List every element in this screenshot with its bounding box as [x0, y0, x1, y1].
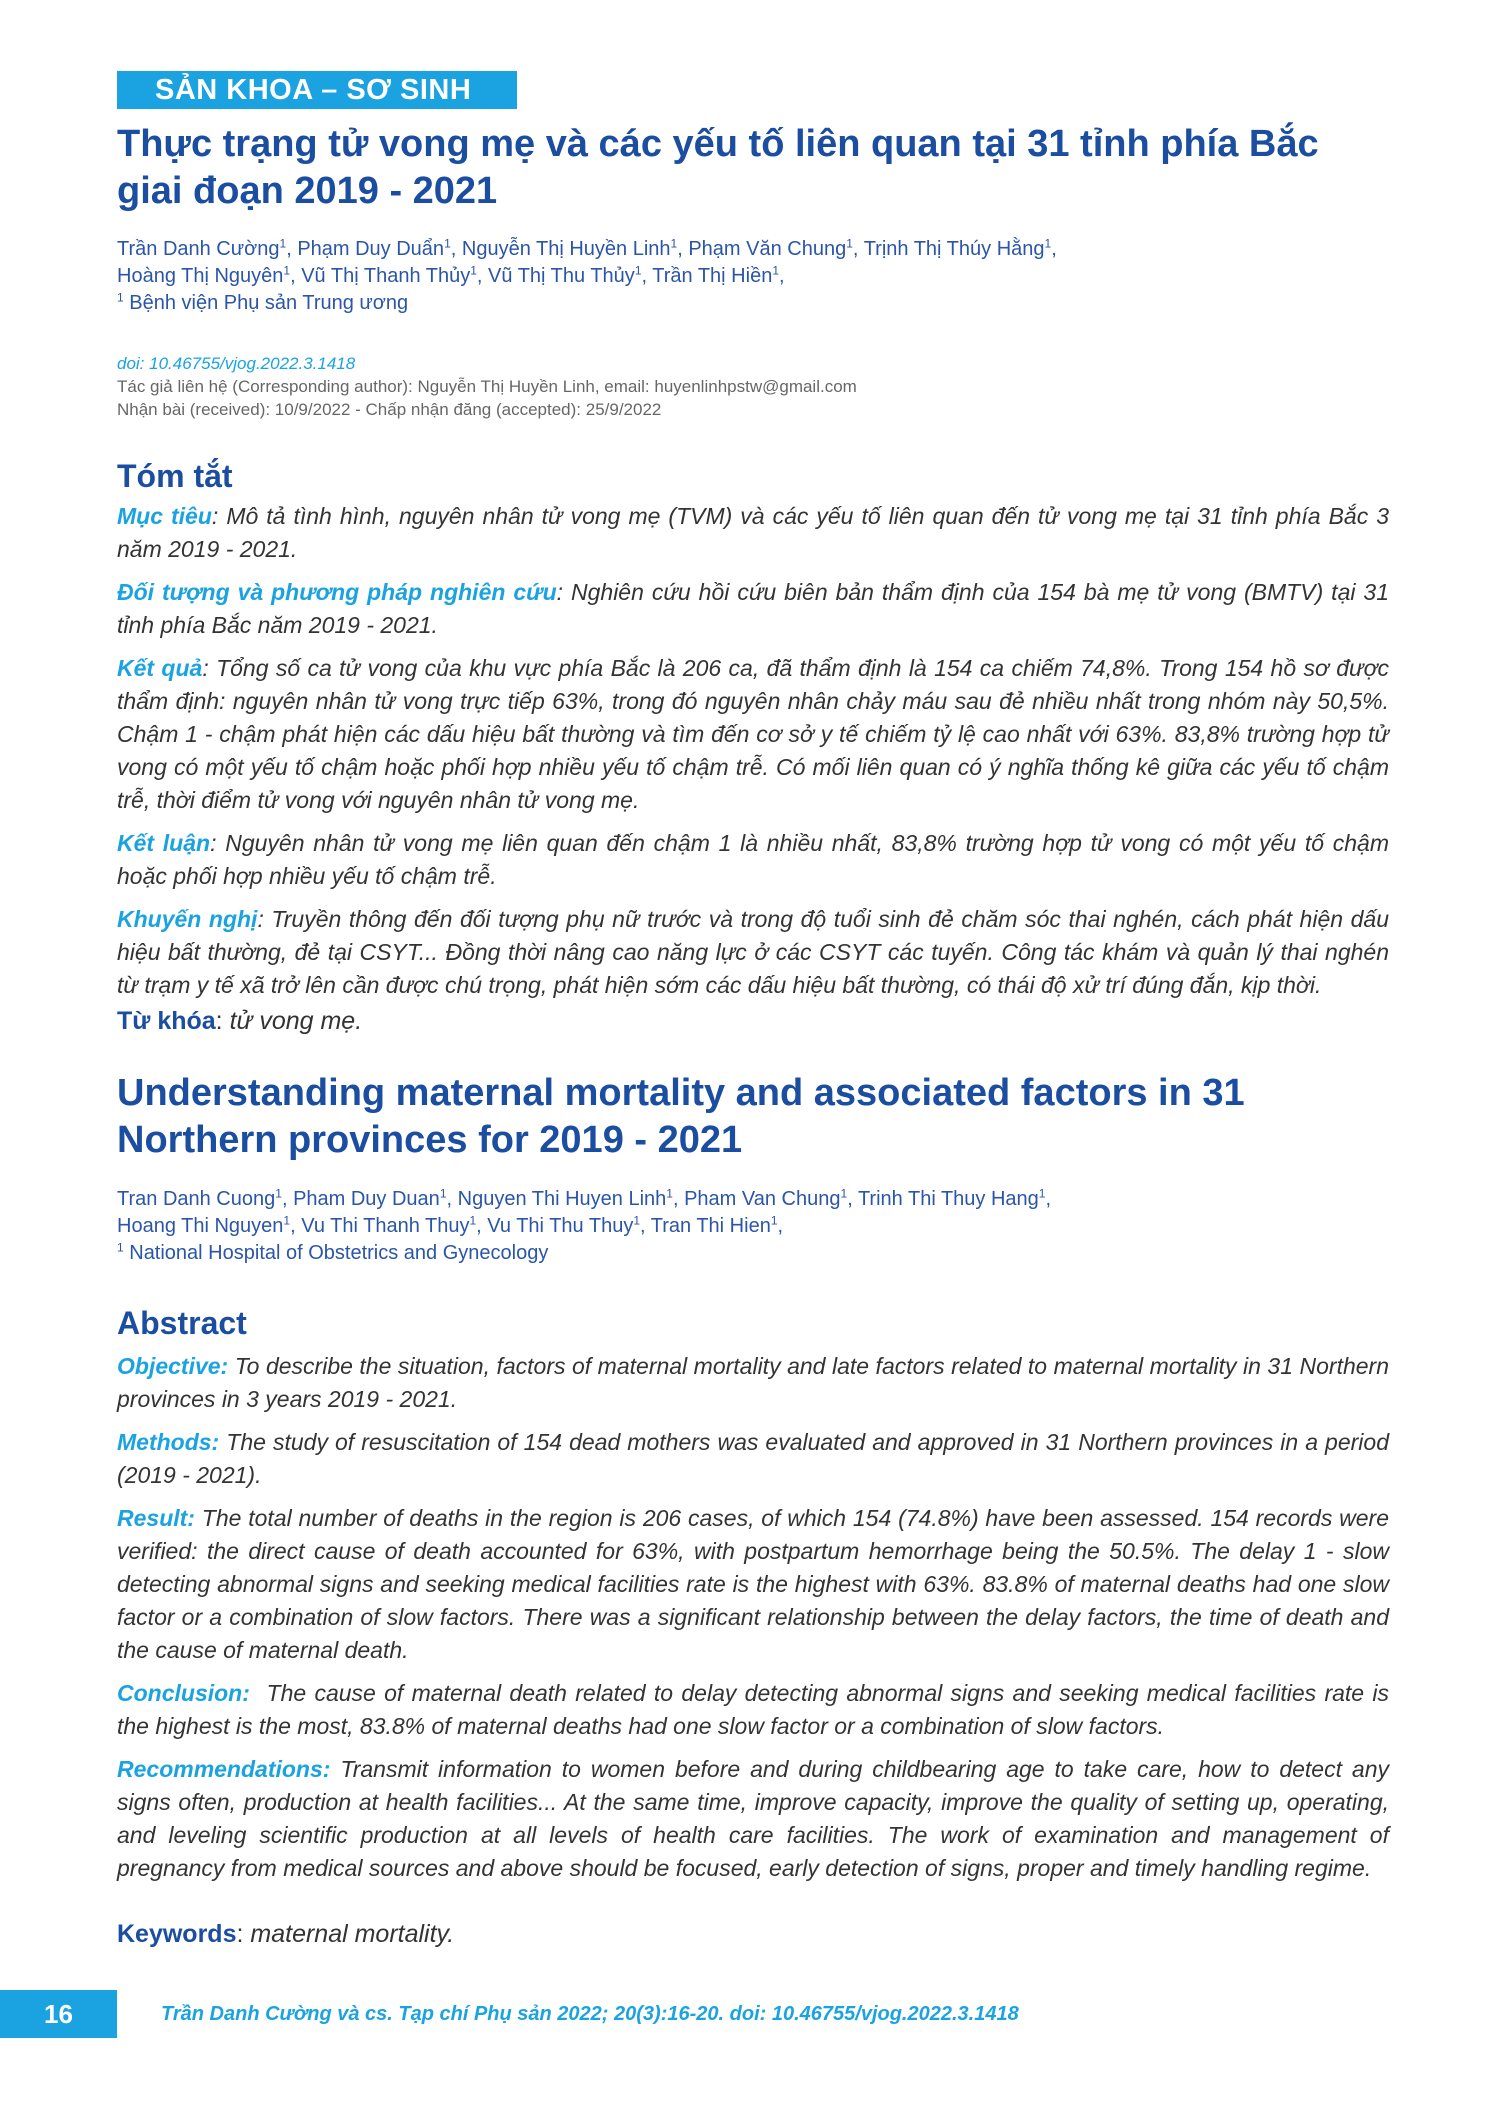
author-affiliation-sup: 1	[275, 1186, 282, 1201]
paragraph-text: To describe the situation, factors of maternal mortality and late factors related to maternal mortality in 31 Northern provinces in 3 years 2019 - 2021.	[117, 1353, 1389, 1412]
author-affiliation-sup: 1	[283, 263, 291, 278]
author-name: Pham Duy Duan	[293, 1188, 440, 1210]
author-affiliation-sup: 1	[666, 1186, 673, 1201]
en-authors-line2: Hoang Thi Nguyen$^1$, Vu Thi Thanh Thuy$^1$, Vu Thi Thu Thuy$^1$, Tran Thi Hien$^1$,	[117, 1213, 784, 1237]
en-authors-line1: Tran Danh Cuong$^1$, Pham Duy Duan$^1$, Nguyen Thi Huyen Linh$^1$, Pham Van Chung$^1$, Trinh Thi Thuy Hang$^1$,	[117, 1186, 1052, 1210]
paragraph-text: Transmit information to women before and during childbearing age to take care, how to detect any signs often, production at health facilities... At the same time, improve capacity, improve the quality of setting up, operating, and leveling scientific production at all levels of health care facilities. The work of examination and management of pregnancy from medical sources and above should be focused, early detection of signs, proper and timely handling regime.	[117, 1756, 1390, 1881]
abstract-paragraph	[117, 576, 1389, 642]
vi-affiliation	[117, 290, 1389, 317]
paragraph-text: Mô tả tình hình, nguyên nhân tử vong mẹ (TVM) và các yếu tố liên quan đến tử vong mẹ tại 31 tỉnh phía Bắc 3 năm 2019 - 2021.	[117, 503, 1390, 562]
page-number: 16	[0, 1990, 117, 2038]
paragraph-label: Methods:	[117, 1429, 220, 1455]
author-affiliation-sup: 1	[469, 1213, 477, 1228]
author-affiliation-sup: 1	[840, 1186, 848, 1201]
en-affiliation-text: National Hospital of Obstetrics and Gynecology	[123, 1242, 549, 1264]
paragraph-text: The study of resuscitation of 154 dead mothers was evaluated and approved in 31 Northern provinces in a period (2019 - 2021).	[117, 1429, 1389, 1488]
abstract-paragraph	[117, 827, 1389, 893]
paragraph-text: The cause of maternal death related to delay detecting abnormal signs and seeking medical facilities rate is the highest is the most, 83.8% of maternal deaths had one slow factor or a combination of slow factors.	[117, 1680, 1390, 1739]
section-tag: SẢN KHOA – SƠ SINH	[117, 71, 517, 109]
paragraph-label: Objective:	[117, 1353, 229, 1379]
paragraph-separator: :	[257, 906, 272, 932]
en-abstract-heading: Abstract	[117, 1305, 247, 1341]
paragraph-separator	[195, 1505, 202, 1531]
author-name: Hoang Thi Nguyen	[117, 1215, 284, 1237]
abstract-paragraph	[117, 1677, 1389, 1743]
author-affiliation-sup: 1	[439, 1186, 447, 1201]
abstract-paragraph	[117, 1502, 1389, 1667]
vi-authors-line1: Trần Danh Cường$^1$, Phạm Duy Duẩn$^1$, Nguyễn Thị Huyền Linh$^1$, Phạm Văn Chung$^1$, Trịnh Thị Thúy Hằng$^1$,	[117, 236, 1057, 260]
paragraph-separator: :	[210, 830, 226, 856]
en-authors	[117, 1186, 1389, 1267]
author-affiliation-sup: 1	[634, 263, 642, 278]
en-title: Understanding maternal mortality and associated factors in 31 Northern provinces for 2019 - 2021	[117, 1072, 1245, 1161]
paragraph-label: Kết quả	[117, 655, 203, 681]
vi-keywords-label: Từ khóa	[117, 1007, 216, 1035]
author-affiliation-sup: 1	[283, 1213, 291, 1228]
vi-affiliation-text: Bệnh viện Phụ sản Trung ương	[123, 292, 409, 314]
en-keywords: Keywords: maternal mortality.	[117, 1920, 455, 1948]
vi-authors	[117, 236, 1389, 317]
paragraph-text: Tổng số ca tử vong của khu vực phía Bắc là 206 ca, đã thẩm định là 154 ca chiếm 74,8%. Trong 154 hồ sơ được thẩm định: nguyên nhân tử vong trực tiếp 63%, trong đó nguyên nhân chảy máu sau đẻ nhiều nhất trong nhóm này 50,5%. Chậm 1 - chậm phát hiện các dấu hiệu bất thường và tìm đến cơ sở y tế chiếm tỷ lệ cao nhất với 63%. 83,8% trường hợp tử vong có một yếu tố chậm hoặc phối hợp nhiều yếu tố chậm trễ. Có mối liên quan có ý nghĩa thống kê giữa các yếu tố chậm trễ, thời điểm tử vong với nguyên nhân tử vong mẹ.	[117, 655, 1390, 813]
en-affiliation-sup: 1	[117, 1240, 124, 1255]
paragraph-text: Nguyên nhân tử vong mẹ liên quan đến chậm 1 là nhiều nhất, 83,8% trường hợp tử vong có một yếu tố chậm hoặc phối hợp nhiều yếu tố chậm trễ.	[117, 830, 1390, 889]
paragraph-label: Result:	[117, 1505, 195, 1531]
en-affiliation	[117, 1240, 1389, 1267]
author-affiliation-sup: 1	[633, 1213, 640, 1228]
author-name: Nguyen Thi Huyen Linh	[457, 1188, 667, 1210]
abstract-paragraph	[117, 500, 1389, 566]
paragraph-label: Đối tượng và phương pháp nghiên cứu	[117, 579, 557, 605]
footer-citation: Trần Danh Cường và cs. Tạp chí Phụ sản 2022; 20(3):16-20. doi: 10.46755/vjog.2022.3.1418	[161, 2003, 1019, 2025]
vi-meta	[117, 352, 1389, 421]
paragraph-label: Recommendations:	[117, 1756, 331, 1782]
abstract-paragraph	[117, 1350, 1389, 1416]
paragraph-label: Mục tiêu	[117, 503, 212, 529]
en-abstract-body	[117, 1350, 1389, 1895]
author-affiliation-sup: 1	[1044, 236, 1052, 251]
author-affiliation-sup: 1	[444, 236, 451, 251]
paragraph-label: Conclusion:	[117, 1680, 250, 1706]
author-name: Nguyễn Thị Huyền Linh	[461, 238, 671, 260]
author-name: Pham Van Chung	[684, 1188, 841, 1210]
paragraph-separator	[250, 1680, 267, 1706]
author-name: Tran Thi Hien	[650, 1215, 771, 1237]
paragraph-label: Kết luận	[117, 830, 211, 856]
paragraph-separator: :	[556, 579, 571, 605]
vi-abstract-heading: Tóm tắt	[117, 458, 233, 494]
author-name: Vu Thi Thanh Thuy	[301, 1215, 470, 1237]
doi-link[interactable]: doi: 10.46755/vjog.2022.3.1418	[117, 354, 356, 373]
author-name: Trinh Thi Thuy Hang	[857, 1188, 1039, 1210]
author-affiliation-sup: 1	[470, 263, 477, 278]
author-name: Hoàng Thị Nguyên	[117, 265, 284, 287]
author-name: Vu Thi Thu Thuy	[487, 1215, 634, 1237]
author-name: Vũ Thị Thanh Thủy	[301, 265, 471, 287]
vi-authors-line2: Hoàng Thị Nguyên$^1$, Vũ Thị Thanh Thủy$^1$, Vũ Thị Thu Thủy$^1$, Trần Thị Hiền$^1$,	[117, 263, 785, 287]
abstract-paragraph	[117, 652, 1389, 817]
author-name: Tran Danh Cuong	[117, 1188, 276, 1210]
author-affiliation-sup: 1	[770, 1213, 778, 1228]
author-name: Trần Danh Cường	[117, 238, 280, 260]
author-name: Trịnh Thị Thúy Hằng	[863, 238, 1045, 260]
paragraph-text: Nghiên cứu hồi cứu biên bản thẩm định của 154 bà mẹ tử vong (BMTV) tại 31 tỉnh phía Bắc năm 2019 - 2021.	[117, 579, 1390, 638]
author-name: Vũ Thị Thu Thủy	[488, 265, 635, 287]
paragraph-text: Truyền thông đến đối tượng phụ nữ trước và trong độ tuổi sinh đẻ chăm sóc thai nghén, cách phát hiện dấu hiệu bất thường, đẻ tại CSYT... Đồng thời nâng cao năng lực ở các CSYT các tuyến. Công tác khám và quản lý thai nghén từ trạm y tế xã trở lên cần được chú trọng, phát hiện sớm các dấu hiệu bất thường, có thái độ xử trí đúng đắn, kịp thời.	[117, 906, 1389, 998]
author-name: Phạm Văn Chung	[688, 238, 847, 260]
paragraph-text: The total number of deaths in the region is 206 cases, of which 154 (74.8%) have been assessed. 154 records were verified: the direct cause of death accounted for 63%, with postpartum hemorrhage being the 50.5%. The delay 1 - slow detecting abnormal signs and seeking medical facilities rate is the highest with 63%. 83.8% of maternal deaths had one slow factor or a combination of slow factors. There was a significant relationship between the delay factors, the time of death and the cause of maternal death.	[117, 1505, 1389, 1663]
received-accepted: Nhận bài (received): 10/9/2022 - Chấp nhận đăng (accepted): 25/9/2022	[117, 400, 662, 419]
paragraph-separator: :	[202, 655, 217, 681]
vi-keywords: Từ khóa: tử vong mẹ.	[117, 1007, 363, 1035]
abstract-paragraph	[117, 903, 1389, 1002]
en-keywords-label: Keywords	[117, 1920, 237, 1948]
vi-abstract-body	[117, 500, 1389, 1012]
abstract-paragraph	[117, 1753, 1389, 1885]
author-affiliation-sup: 1	[279, 236, 287, 251]
author-affiliation-sup: 1	[670, 236, 678, 251]
paragraph-separator: :	[211, 503, 227, 529]
author-name: Trần Thị Hiền	[652, 265, 773, 287]
en-keywords-value: maternal mortality.	[250, 1920, 455, 1948]
corresponding-author: Tác giả liên hệ (Corresponding author): Nguyễn Thị Huyền Linh, email: huyenlinhpstw@gmail.com	[117, 377, 857, 396]
author-name: Phạm Duy Duẩn	[297, 238, 445, 260]
vi-affiliation-sup: 1	[117, 290, 124, 305]
abstract-paragraph	[117, 1426, 1389, 1492]
vi-title: Thực trạng tử vong mẹ và các yếu tố liên quan tại 31 tỉnh phía Bắc giai đoạn 2019 - 2021	[117, 123, 1319, 212]
vi-keywords-value: tử vong mẹ.	[229, 1007, 363, 1035]
paragraph-label: Khuyến nghị	[117, 906, 258, 932]
author-affiliation-sup: 1	[846, 236, 853, 251]
paragraph-separator	[330, 1756, 340, 1782]
author-affiliation-sup: 1	[1038, 1186, 1046, 1201]
author-affiliation-sup: 1	[772, 263, 780, 278]
